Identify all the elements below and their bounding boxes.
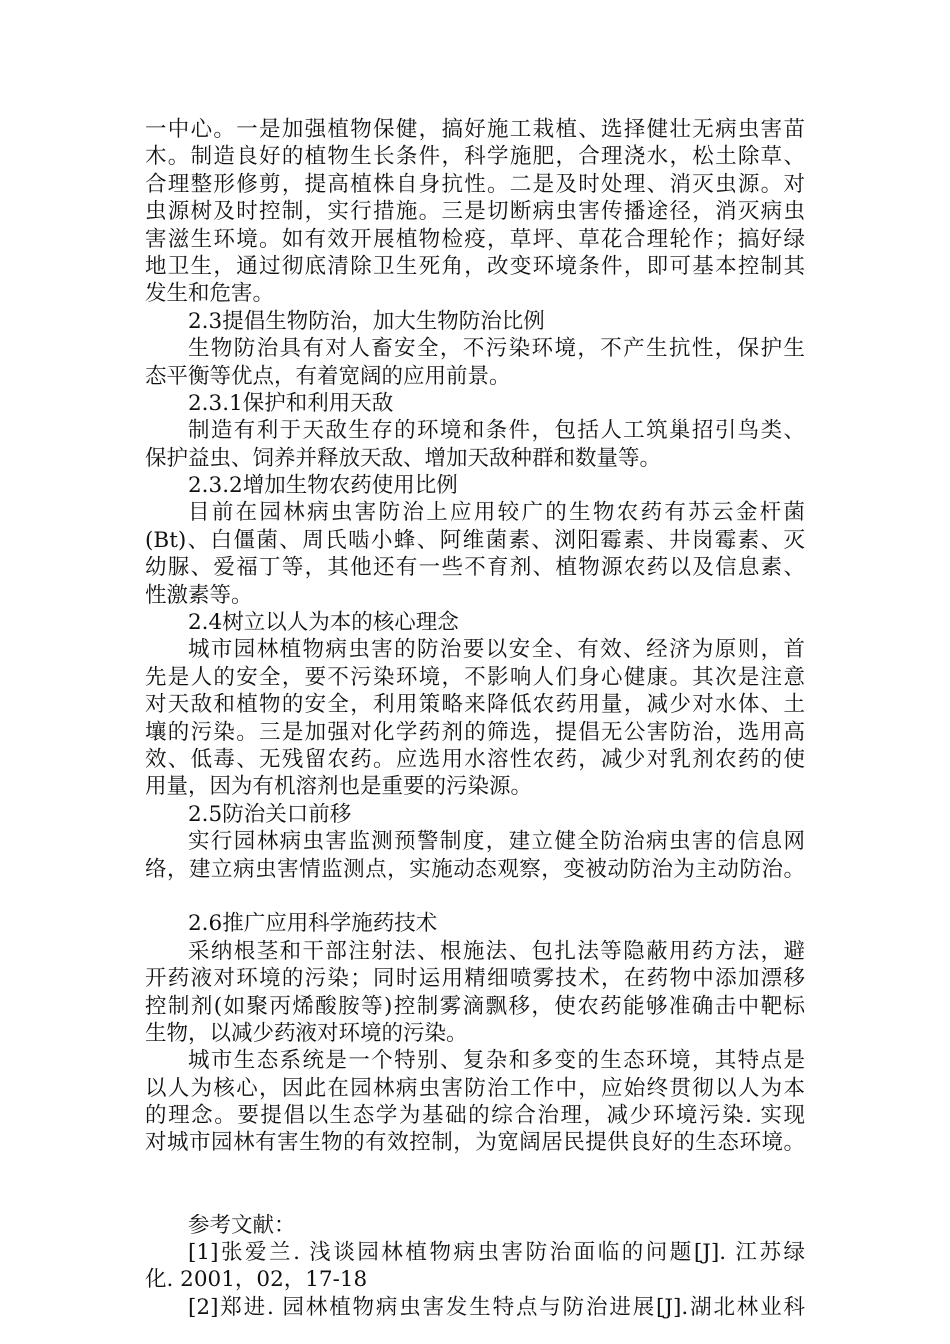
blank-line [145, 1184, 805, 1211]
blank-line [145, 1157, 805, 1184]
text-line: 生物，以减少药液对环境的污染。 [145, 1020, 468, 1046]
text-line: 2.6推广应用科学施药技术 [188, 911, 438, 937]
text-line: 性激素等。 [145, 582, 253, 608]
text-line: 态平衡等优点，有着宽阔的应用前景。 [145, 363, 511, 389]
text-line: 先是人的安全，要不污染环境，不影响人们身心健康。其次是注意 [145, 664, 805, 690]
text-line: 用量，因为有机溶剂也是重要的污染源。 [145, 774, 533, 800]
text-line: 络，建立病虫害情监测点，实施动态观察，变被动防治为主动防治。 [145, 856, 805, 882]
text-line: [2]郑进. 园林植物病虫害发生特点与防治进展[J].湖北林业科 [188, 1294, 805, 1320]
text-line: 木。制造良好的植物生长条件，科学施肥，合理浇水，松土除草、 [145, 144, 805, 170]
text-line: 开药液对环境的污染；同时运用精细喷雾技术，在药物中添加漂移 [145, 966, 805, 992]
text-line: 对天敌和植物的安全，利用策略来降低农药用量，减少对水体、土 [145, 692, 805, 718]
text-line: 幼脲、爱福丁等，其他还有一些不育剂、植物源农药以及信息素、 [145, 555, 805, 581]
text-line: 虫源树及时控制，实行措施。三是切断病虫害传播途径，消灭病虫 [145, 199, 805, 225]
text-line: 2.5防治关口前移 [188, 801, 352, 827]
text-line: 2.3.1保护和利用天敌 [188, 390, 394, 416]
text-line: 2.3提倡生物防治，加大生物防治比例 [188, 308, 545, 334]
text-line: 城市生态系统是一个特别、复杂和多变的生态环境，其特点是 [188, 1048, 805, 1074]
text-line: 害滋生环境。如有效开展植物检疫，草坪、草花合理轮作；搞好绿 [145, 226, 805, 252]
text-line: 制造有利于天敌生存的环境和条件，包括人工筑巢招引鸟类、 [188, 418, 805, 444]
text-line: 地卫生，通过彻底清除卫生死角，改变环境条件，即可基本控制其 [145, 253, 805, 279]
text-line: 控制剂(如聚丙烯酸胺等)控制雾滴飘移，使农药能够准确击中靶标 [145, 993, 805, 1019]
text-line: 发生和危害。 [145, 281, 275, 307]
text-line: 采纳根茎和干部注射法、根施法、包扎法等隐蔽用药方法，避 [188, 938, 805, 964]
text-line: [1]张爱兰. 浅谈园林植物病虫害防治面临的问题[J]. 江苏绿 [188, 1240, 805, 1266]
text-line: 一中心。一是加强植物保健，搞好施工栽植、选择健壮无病虫害苗 [145, 117, 805, 142]
text-line: 化. 2001，02，17-18 [145, 1267, 368, 1293]
text-line: 目前在园林病虫害防治上应用较广的生物农药有苏云金杆菌 [188, 500, 805, 526]
text-line: 效、低毒、无残留农药。应选用水溶性农药，减少对乳剂农药的使 [145, 746, 805, 772]
text-line: 2.4树立以人为本的核心理念 [188, 610, 459, 636]
text-line: 的理念。要提倡以生态学为基础的综合治理，减少环境污染. 实现 [145, 1103, 805, 1129]
text-line: 对城市园林有害生物的有效控制，为宽阔居民提供良好的生态环境。 [145, 1130, 805, 1156]
text-line: 生物防治具有对人畜安全，不污染环境，不产生抗性，保护生 [188, 336, 805, 362]
text-line: 以人为核心，因此在园林病虫害防治工作中，应始终贯彻以人为本 [145, 1075, 805, 1101]
text-line: 参考文献： [188, 1212, 296, 1238]
text-line: 实行园林病虫害监测预警制度，建立健全防治病虫害的信息网 [188, 829, 805, 855]
text-line: (Bt)、白僵菌、周氏啮小蜂、阿维菌素、浏阳霉素、井岗霉素、灭 [145, 527, 805, 553]
text-line: 合理整形修剪，提高植株自身抗性。二是及时处理、消灭虫源。对 [145, 171, 805, 197]
blank-line [145, 883, 805, 910]
text-line: 2.3.2增加生物农药使用比例 [188, 473, 458, 499]
text-line: 壤的污染。三是加强对化学药剂的筛选，提倡无公害防治，选用高 [145, 719, 805, 745]
text-line: 保护益虫、饲养并释放天敌、增加天敌种群和数量等。 [145, 445, 662, 471]
text-line: 城市园林植物病虫害的防治要以安全、有效、经济为原则，首 [188, 637, 805, 663]
document-page [145, 116, 805, 1321]
